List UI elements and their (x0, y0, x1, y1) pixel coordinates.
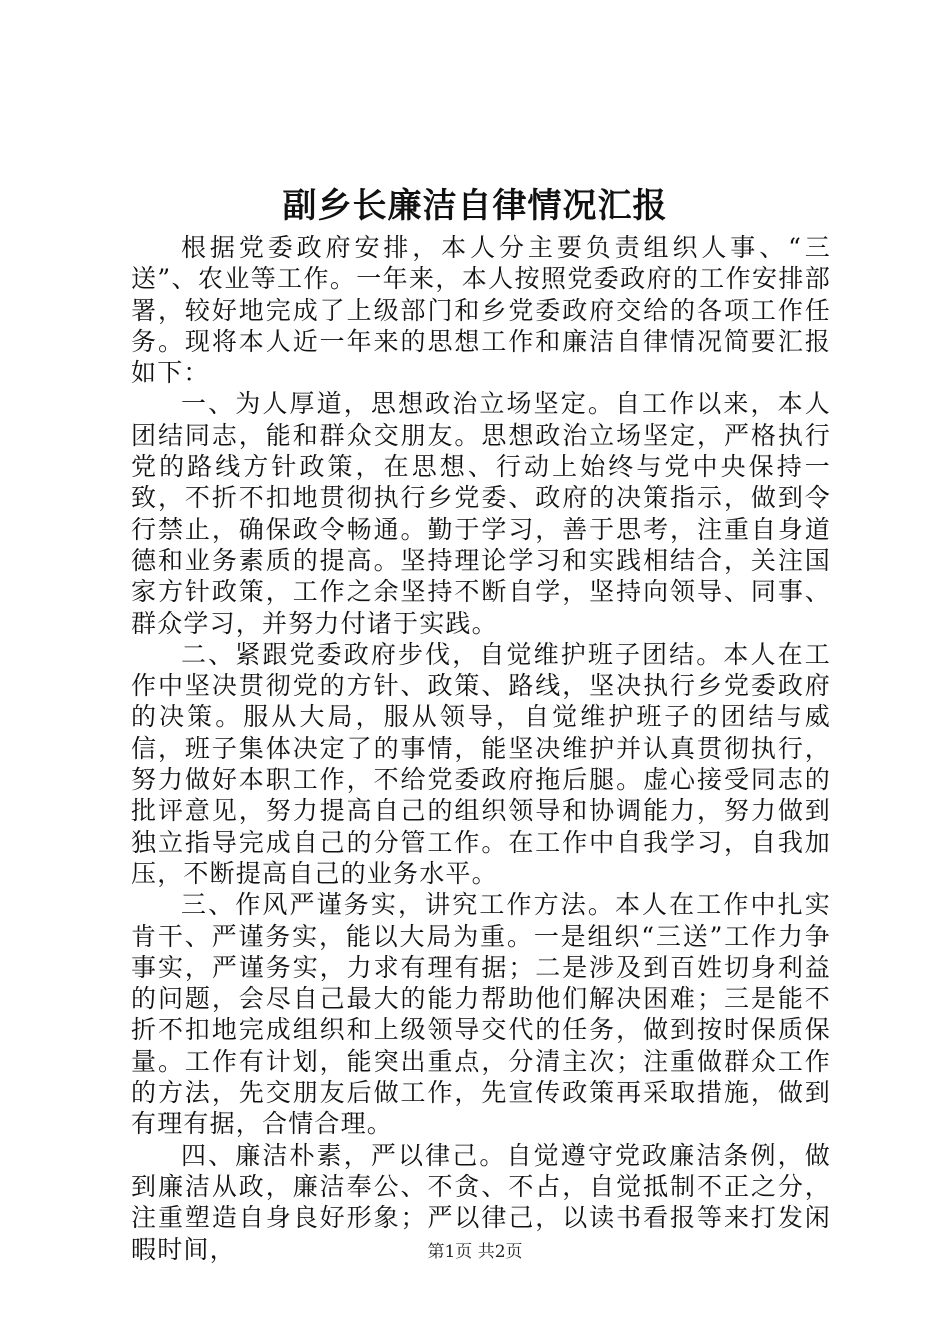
document-title: 副乡长廉洁自律情况汇报 (282, 186, 668, 226)
paragraph-section-1: 一、为人厚道，思想政治立场坚定。自工作以来，本人团结同志，能和群众交朋友。思想政治立场坚定，严格执行党的路线方针政策，在思想、行动上始终与党中央保持一致，不折不扣地贯彻执行乡党委、政府的决策指示，做到令行禁止，确保政令畅通。勤于学习，善于思考，注重自身道德和业务素质的提高。坚持理论学习和实践相结合，关注国家方针政策，工作之余坚持不断自学，坚持向领导、同事、群众学习，并努力付诸于实践。 (131, 389, 831, 638)
page-number-footer: 第1页 共2页 (427, 1242, 523, 1262)
paragraph-intro: 根据党委政府安排，本人分主要负责组织人事、“三送”、农业等工作。一年来，本人按照党委政府的工作安排部署，较好地完成了上级部门和乡党委政府交给的各项工作任务。现将本人近一年来的思想工作和廉洁自律情况简要汇报如下： (131, 233, 831, 388)
paragraph-section-4: 四、廉洁朴素，严以律己。自觉遵守党政廉洁条例，做到廉洁从政，廉洁奉公、不贪、不占，自觉抵制不正之分，注重塑造自身良好形象；严以律己，以读书看报等来打发闲暇时间， (131, 1140, 831, 1264)
document-body (131, 232, 831, 1265)
paragraph-section-3: 三、作风严谨务实，讲究工作方法。本人在工作中扎实肯干、严谨务实，能以大局为重。一是组织“三送”工作力争事实，严谨务实，力求有理有据；二是涉及到百姓切身利益的问题，会尽自己最大的能力帮助他们解决困难；三是能不折不扣地完成组织和上级领导交代的任务，做到按时保质保量。工作有计划，能突出重点，分清主次；注重做群众工作的方法，先交朋友后做工作，先宣传政策再采取措施，做到有理有据，合情合理。 (131, 890, 831, 1139)
paragraph-section-2: 二、紧跟党委政府步伐，自觉维护班子团结。本人在工作中坚决贯彻党的方针、政策、路线，坚决执行乡党委政府的决策。服从大局，服从领导，自觉维护班子的团结与威信，班子集体决定了的事情，能坚决维护并认真贯彻执行，努力做好本职工作，不给党委政府拖后腿。虚心接受同志的批评意见，努力提高自己的组织领导和协调能力，努力做到独立指导完成自己的分管工作。在工作中自我学习，自我加压，不断提高自己的业务水平。 (131, 639, 831, 888)
